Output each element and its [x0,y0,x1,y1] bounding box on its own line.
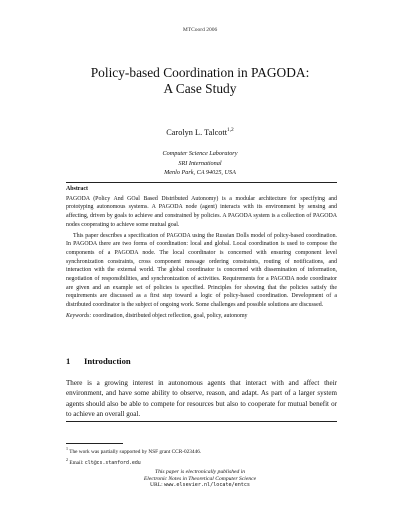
footnote-1 [66,445,337,456]
affiliation-org: SRI International [178,159,222,167]
publication-url-line [0,482,400,489]
footnote-1-text: The work was partially supported by NSF grant CCR-023446. [69,448,202,455]
footnotes [66,445,337,467]
affiliation-dept: Computer Science Laboratory [162,150,238,157]
running-head: MTCoord 2006 [182,27,218,33]
abstract-bottom-rule [66,421,337,422]
abstract-top-rule [66,182,337,183]
title-line-2: A Case Study [163,81,237,96]
footnote-2-email[interactable]: clt@cs.stanford.edu [84,459,141,466]
section-heading [66,356,337,366]
keywords [66,312,337,321]
author-footnote-marks: 1,2 [227,127,234,133]
footnote-2-mark: 2 [66,457,68,463]
abstract-heading: Abstract [66,186,88,192]
affiliation-address: Menlo Park, CA 94025, USA [164,169,236,177]
publication-note [0,469,400,489]
abstract-paragraph-2: This paper describes a specification of PAGODA using the Russian Dolls model of policy-based coordination. In PAGODA there are two forms of coordination: local and global. Local coordination is used to compose the components of a PAGODA node. The local coordinator is concerned with ensuring component level synchronization constraints, cross component message ordering constraints, routing of notifications, and interaction with the external world. The global coordinator is concerned with dissemination of information, negotiation of responsibilities, and synchronization of activities. Requirements for a PAGODA node coordinator are given and an example set of policies is specified. Principles for showing that the policies satisfy the requirements are discussed as a first step toward a logic of policy-based coordination. Development of a distributed coordinator is the subject of ongoing work. Some challenges and possible solutions are discussed. [66,232,337,309]
publication-url-label: URL: [149,482,165,489]
footnote-2 [66,456,337,467]
footnote-1-mark: 1 [66,446,68,451]
footnote-rule [66,443,123,444]
publication-line-1: This paper is electronically published in [154,469,246,475]
abstract-paragraph-1: PAGODA (Policy And GOal Based Distributed Autonomy) is a modular architecture for specifying and prototyping autonomous systems. A PAGODA node (agent) interacts with its environment by sensing and affecting, driven by goals to achieve and constrained by policies. A PAGODA system is a collection of PAGODA nodes cooperating to achieve some mutual goal. [66,195,337,228]
section-title: Introduction [84,356,131,366]
abstract [66,185,337,321]
publication-url[interactable]: www.elsevier.nl/locate/entcs [164,482,250,489]
keywords-label: Keywords: [66,312,92,319]
publication-line-2: Electronic Notes in Theoretical Computer Science [143,475,257,482]
introduction-paragraph: There is a growing interest in autonomous agents that interact with and affect their environment, and have some ability to observe, reason, and adapt. As part of a larger system agents should also be able to compete for resources but also to cooperate for mutual benefit or to achieve an overall goal. [66,379,337,418]
affiliation [0,149,400,178]
author [0,127,400,137]
author-name: Carolyn L. Talcott [166,127,228,137]
section-number: 1 [66,356,71,366]
footnote-2-text: Email: [69,459,85,466]
title-line-1: Policy-based Coordination in PAGODA: [90,65,310,80]
keywords-list: coordination, distributed object reflection, goal, policy, autonomy [92,312,248,319]
paper-title [0,65,400,97]
